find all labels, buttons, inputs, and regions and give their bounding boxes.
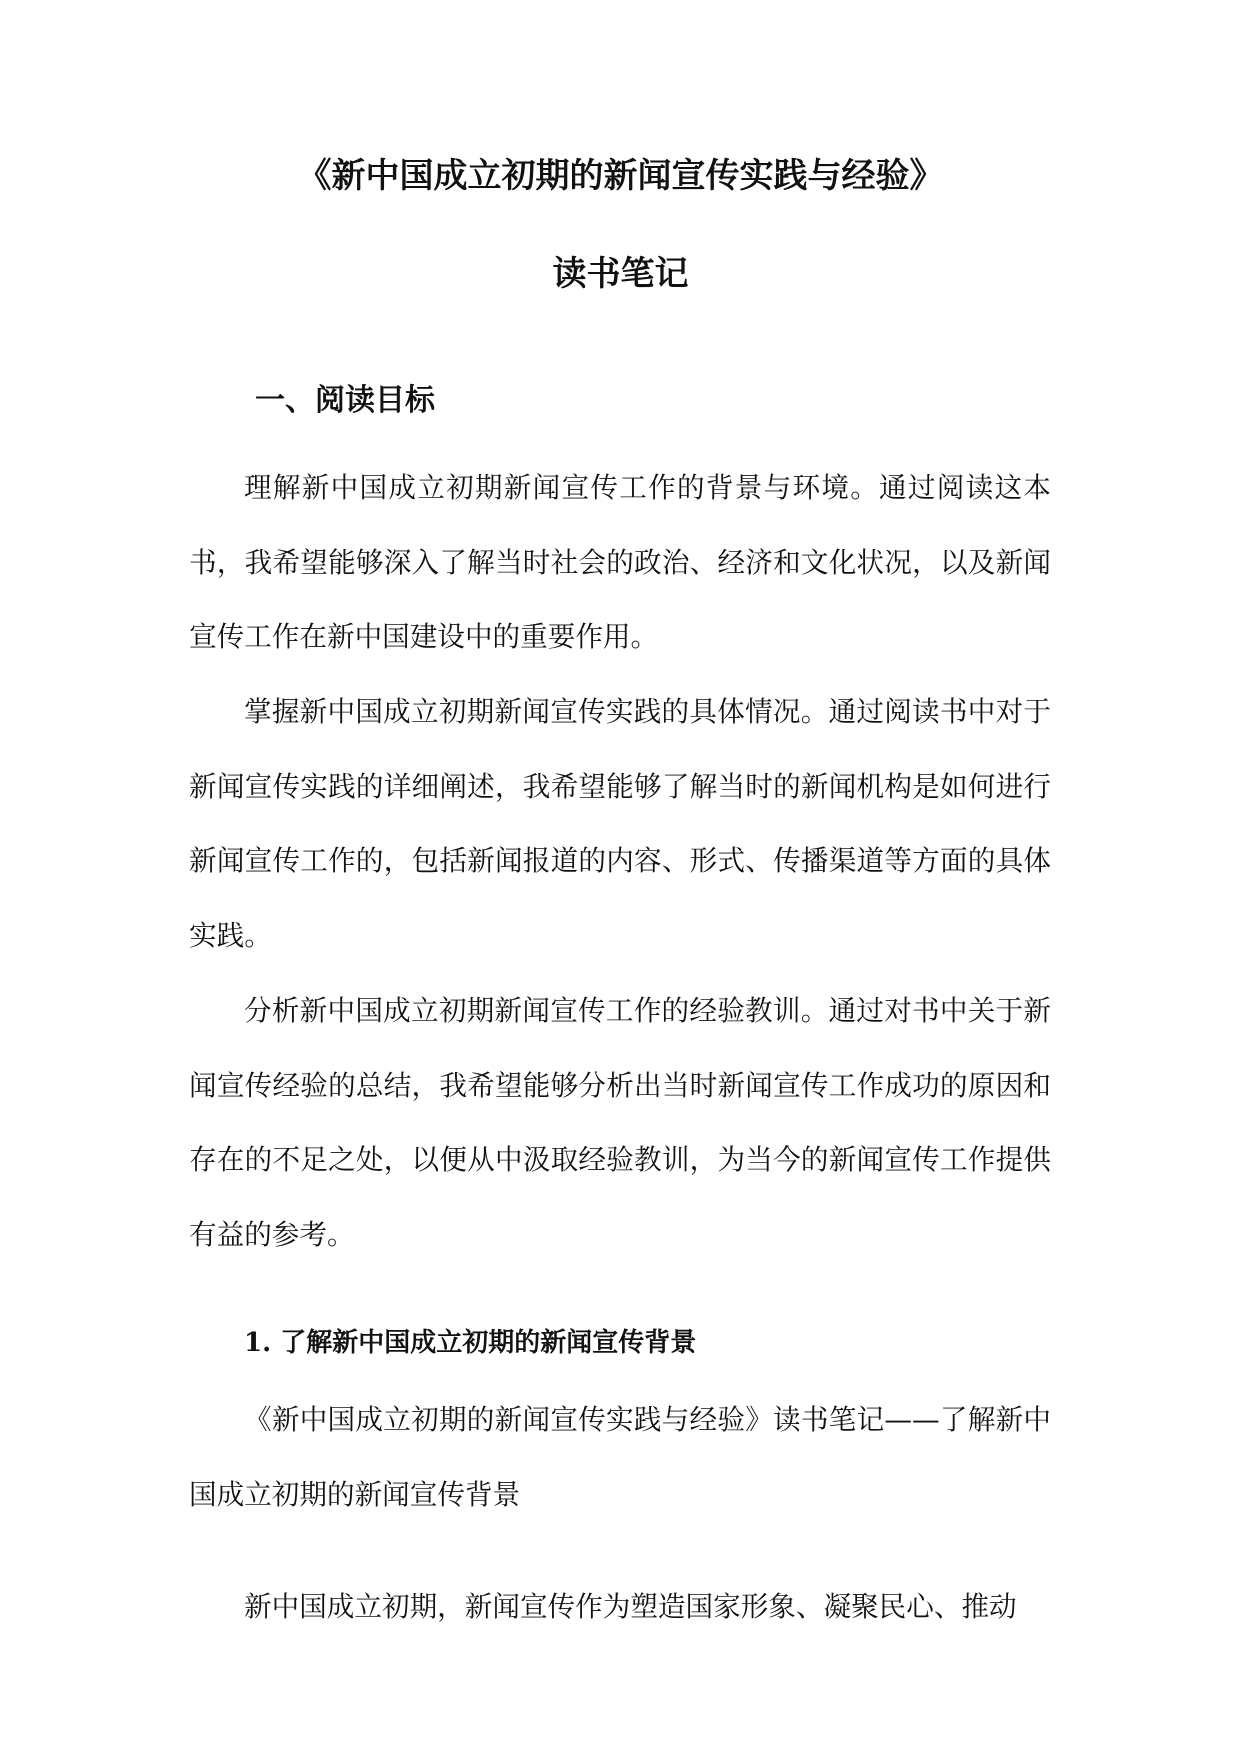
body-paragraph: 掌握新中国成立初期新闻宣传实践的具体情况。通过阅读书中对于新闻宣传实践的详细阐述，我希望能够了解当时的新闻机构是如何进行新闻宣传工作的，包括新闻报道的内容、形式、传播渠道等方面的具体实践。	[189, 695, 1051, 952]
subsection-paragraph: 新中国成立初期，新闻宣传作为塑造国家形象、凝聚民心、推动	[244, 1590, 1017, 1623]
document-title: 《新中国成立初期的新闻宣传实践与经验》	[297, 156, 944, 196]
section-heading: 一、阅读目标	[255, 383, 435, 418]
subsection-heading: 1. 了解新中国成立初期的新闻宣传背景	[244, 1328, 697, 1358]
body-paragraph: 理解新中国成立初期新闻宣传工作的背景与环境。通过阅读这本书，我希望能够深入了解当时社会的政治、经济和文化状况，以及新闻宣传工作在新中国建设中的重要作用。	[189, 471, 1051, 653]
subsection-paragraph: 《新中国成立初期的新闻宣传实践与经验》读书笔记——了解新中国成立初期的新闻宣传背景	[189, 1403, 1051, 1511]
document-subtitle: 读书笔记	[552, 254, 689, 294]
body-paragraph: 分析新中国成立初期新闻宣传工作的经验教训。通过对书中关于新闻宣传经验的总结，我希望能够分析出当时新闻宣传工作成功的原因和存在的不足之处，以便从中汲取经验教训，为当今的新闻宣传工作提供有益的参考。	[189, 994, 1051, 1251]
